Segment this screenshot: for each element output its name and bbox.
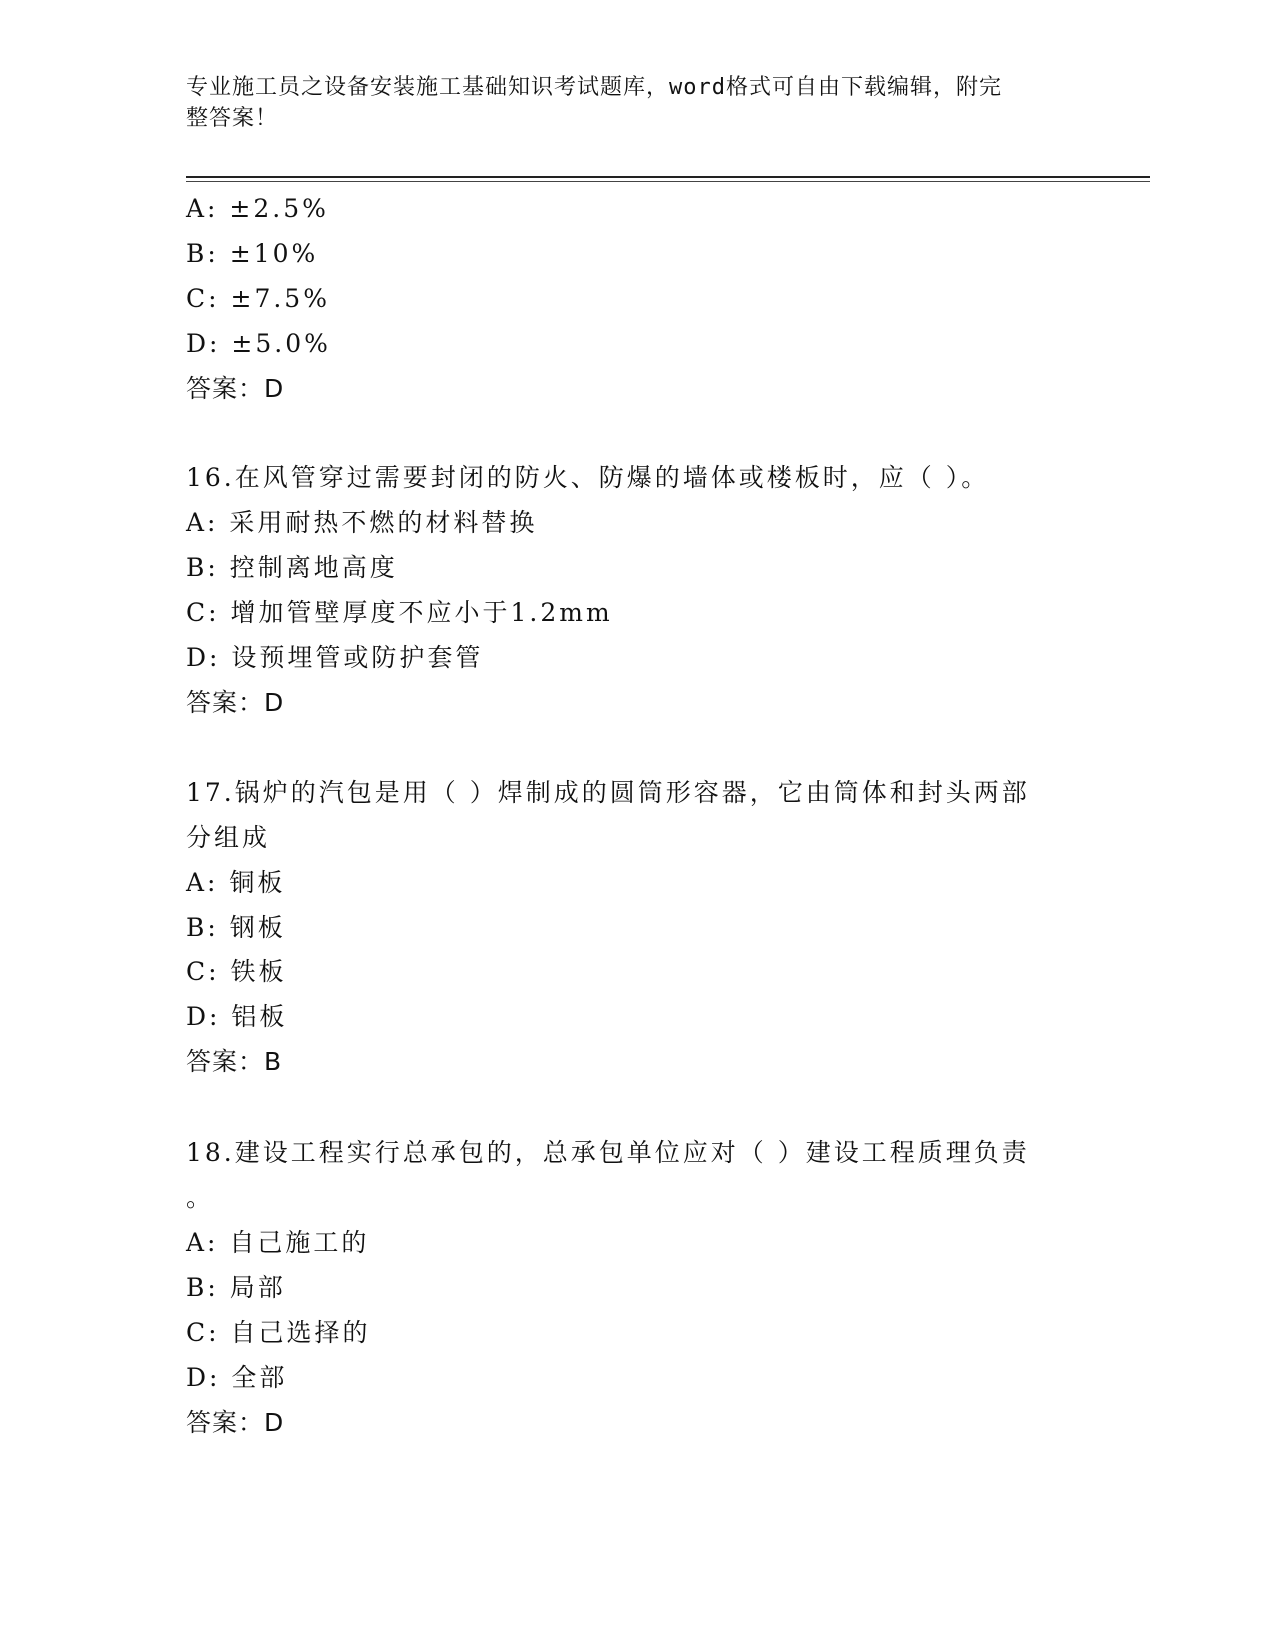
q18-stem-line-1: 18.建设工程实行总承包的，总承包单位应对（ ）建设工程质理负责 bbox=[186, 1138, 1030, 1167]
q18-option-d: D: 全部 bbox=[186, 1363, 288, 1392]
q17-option-d: D: 铝板 bbox=[186, 1002, 288, 1031]
q16-option-b: B: 控制离地高度 bbox=[186, 553, 398, 582]
q16-option-d: D: 设预埋管或防护套管 bbox=[186, 643, 484, 672]
q17-option-b: B: 钢板 bbox=[186, 913, 286, 942]
q16-stem: 16.在风管穿过需要封闭的防火、防爆的墙体或楼板时，应（ ）。 bbox=[186, 463, 990, 492]
q17-answer: 答案：B bbox=[186, 1047, 283, 1076]
header-line-2: 整答案！ bbox=[186, 106, 279, 131]
header-line-1: 专业施工员之设备安装施工基础知识考试题库，word格式可自由下载编辑，附完 bbox=[186, 75, 1002, 100]
q18-option-c: C: 自己选择的 bbox=[186, 1318, 371, 1347]
q16-option-a: A: 采用耐热不燃的材料替换 bbox=[186, 508, 538, 537]
q16-option-c: C: 增加管壁厚度不应小于1.2mm bbox=[186, 598, 613, 627]
q18-stem-line-2: 。 bbox=[186, 1183, 215, 1212]
q17-stem-line-2: 分组成 bbox=[186, 823, 271, 852]
q18-answer: 答案：D bbox=[186, 1408, 285, 1437]
q17-stem-line-1: 17.锅炉的汽包是用（ ）焊制成的圆筒形容器，它由筒体和封头两部 bbox=[186, 778, 1030, 807]
q18-option-b: B: 局部 bbox=[186, 1273, 286, 1302]
q15-answer: 答案：D bbox=[186, 374, 285, 403]
q15-option-a: A: ±2.5% bbox=[186, 194, 329, 223]
q18-option-a: A: 自己施工的 bbox=[186, 1228, 370, 1257]
document-header bbox=[186, 72, 1066, 134]
header-divider-thick bbox=[186, 176, 1150, 178]
q17-option-c: C: 铁板 bbox=[186, 957, 287, 986]
q16-answer: 答案：D bbox=[186, 688, 285, 717]
q17-option-a: A: 铜板 bbox=[186, 868, 286, 897]
q15-option-d: D: ±5.0% bbox=[186, 329, 331, 358]
q15-option-b: B: ±10% bbox=[186, 239, 319, 268]
q15-option-c: C: ±7.5% bbox=[186, 284, 330, 313]
header-divider-thin bbox=[186, 181, 1150, 182]
